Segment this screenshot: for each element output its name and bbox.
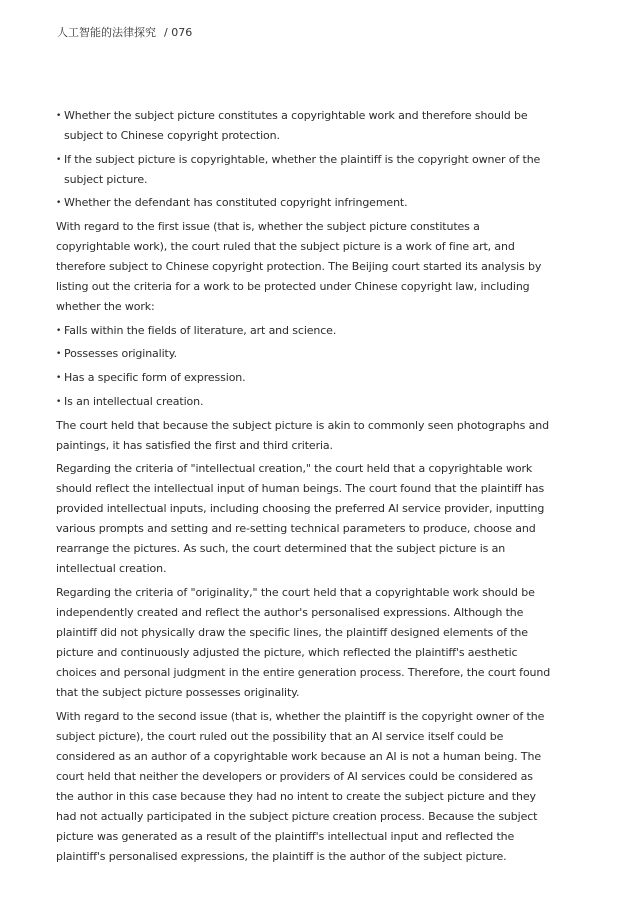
issue-item: • If the subject picture is copyrightable, whether the plaintiff is the copyright owner of the subject picture. bbox=[56, 150, 552, 190]
criteria-item: • Has a specific form of expression. bbox=[56, 368, 552, 388]
paragraph-originality: Regarding the criteria of "originality," the court held that a copyrightable work should be independently created and reflect the author's personalised expressions. Although the plaintiff did not physically draw the specific lines, the plaintiff designed elements of the picture and continuously adjusted the picture, which reflected the plaintiff's aesthetic choices and personal judgment in the entire generation process. Therefore, the court found that the subject picture possesses originality. bbox=[56, 585, 551, 699]
issue-item: • Whether the subject picture constitutes a copyrightable work and therefore should be subject to Chinese copyright protection. bbox=[56, 106, 552, 146]
paragraph-second-issue: With regard to the second issue (that is, whether the plaintiff is the copyright owner of the subject picture), the court ruled out the possibility that an AI service itself could be considered as an author of a copyrightable work because an AI is not a human being. The court held that neither the developers or providers of AI services could be considered as the author in this case because they had no intent to create the subject picture and they had not actually participated in the subject picture creation process. Because the subject picture was generated as a result of the plaintiff's intellectual input and reflected the plaintiff's personalised expressions, the plaintiff is the author of the subject picture. bbox=[56, 709, 545, 863]
paragraph-akin: The court held that because the subject picture is akin to commonly seen photographs and paintings, it has satisfied the first and third criteria. bbox=[56, 418, 549, 452]
page-body bbox=[56, 106, 552, 870]
page-number: / 076 bbox=[164, 26, 193, 39]
issue-item: • Whether the defendant has constituted copyright infringement. bbox=[56, 193, 552, 213]
criteria-item: • Falls within the fields of literature, art and science. bbox=[56, 321, 552, 341]
paragraph-first-issue: With regard to the first issue (that is, whether the subject picture constitutes a copyrightable work), the court ruled that the subject picture is a work of fine art, and therefore subject to Chinese copyright protection. The Beijing court started its analysis by listing out the criteria for a work to be protected under Chinese copyright law, including whether the work: bbox=[56, 220, 542, 314]
book-title: 人工智能的法律探究 bbox=[57, 26, 156, 39]
criteria-item: • Possesses originality. bbox=[56, 344, 552, 364]
running-header bbox=[57, 26, 192, 40]
criteria-item: • Is an intellectual creation. bbox=[56, 392, 552, 412]
paragraph-intellectual-creation: Regarding the criteria of "intellectual creation," the court held that a copyrightable work should reflect the intellectual input of human beings. The court found that the plaintiff has provided intellectual inputs, including choosing the preferred AI service provider, inputting various prompts and setting and re-setting technical parameters to produce, choose and rearrange the pictures. As such, the court determined that the subject picture is an intellectual creation. bbox=[56, 462, 545, 576]
